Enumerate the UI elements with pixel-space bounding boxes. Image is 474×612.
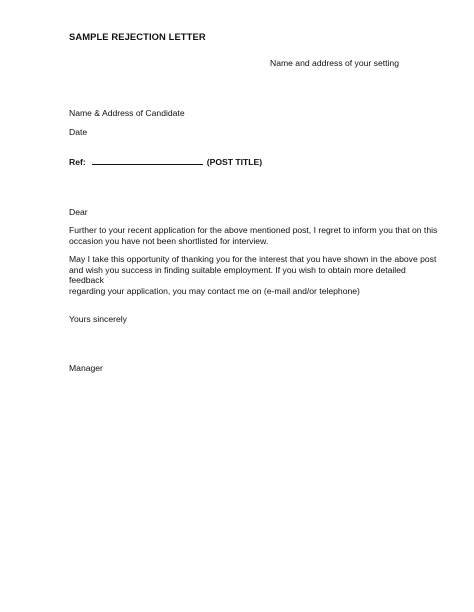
reference-label: Ref: <box>69 157 86 167</box>
sender-address-placeholder: Name and address of your setting <box>270 58 399 68</box>
candidate-address-placeholder: Name & Address of Candidate <box>69 108 185 118</box>
paragraph-1 <box>69 225 441 246</box>
reference-post-title: (POST TITLE) <box>206 157 263 167</box>
paragraph-1-line-2: occasion you have not been shortlisted for interview. <box>69 235 269 246</box>
salutation: Dear <box>69 207 88 217</box>
paragraph-2 <box>69 254 441 296</box>
date-label: Date <box>69 127 88 137</box>
reference-line <box>69 156 262 168</box>
paragraph-1-line-1: Further to your recent application for the above mentioned post, I regret to inform you that on this <box>69 225 438 235</box>
paragraph-2-line-3: regarding your application, you may contact me on (e-mail and/or telephone) <box>69 285 360 296</box>
letter-title: SAMPLE REJECTION LETTER <box>69 31 206 42</box>
reference-blank-underline <box>92 156 203 165</box>
signatory: Manager <box>69 363 103 373</box>
closing: Yours sincerely <box>69 314 127 324</box>
paragraph-2-line-2: and wish you success in finding suitable employment. If you wish to obtain more detailed feedback <box>69 264 406 286</box>
paragraph-2-line-1: May I take this opportunity of thanking you for the interest that you have shown in the above post <box>69 254 437 264</box>
